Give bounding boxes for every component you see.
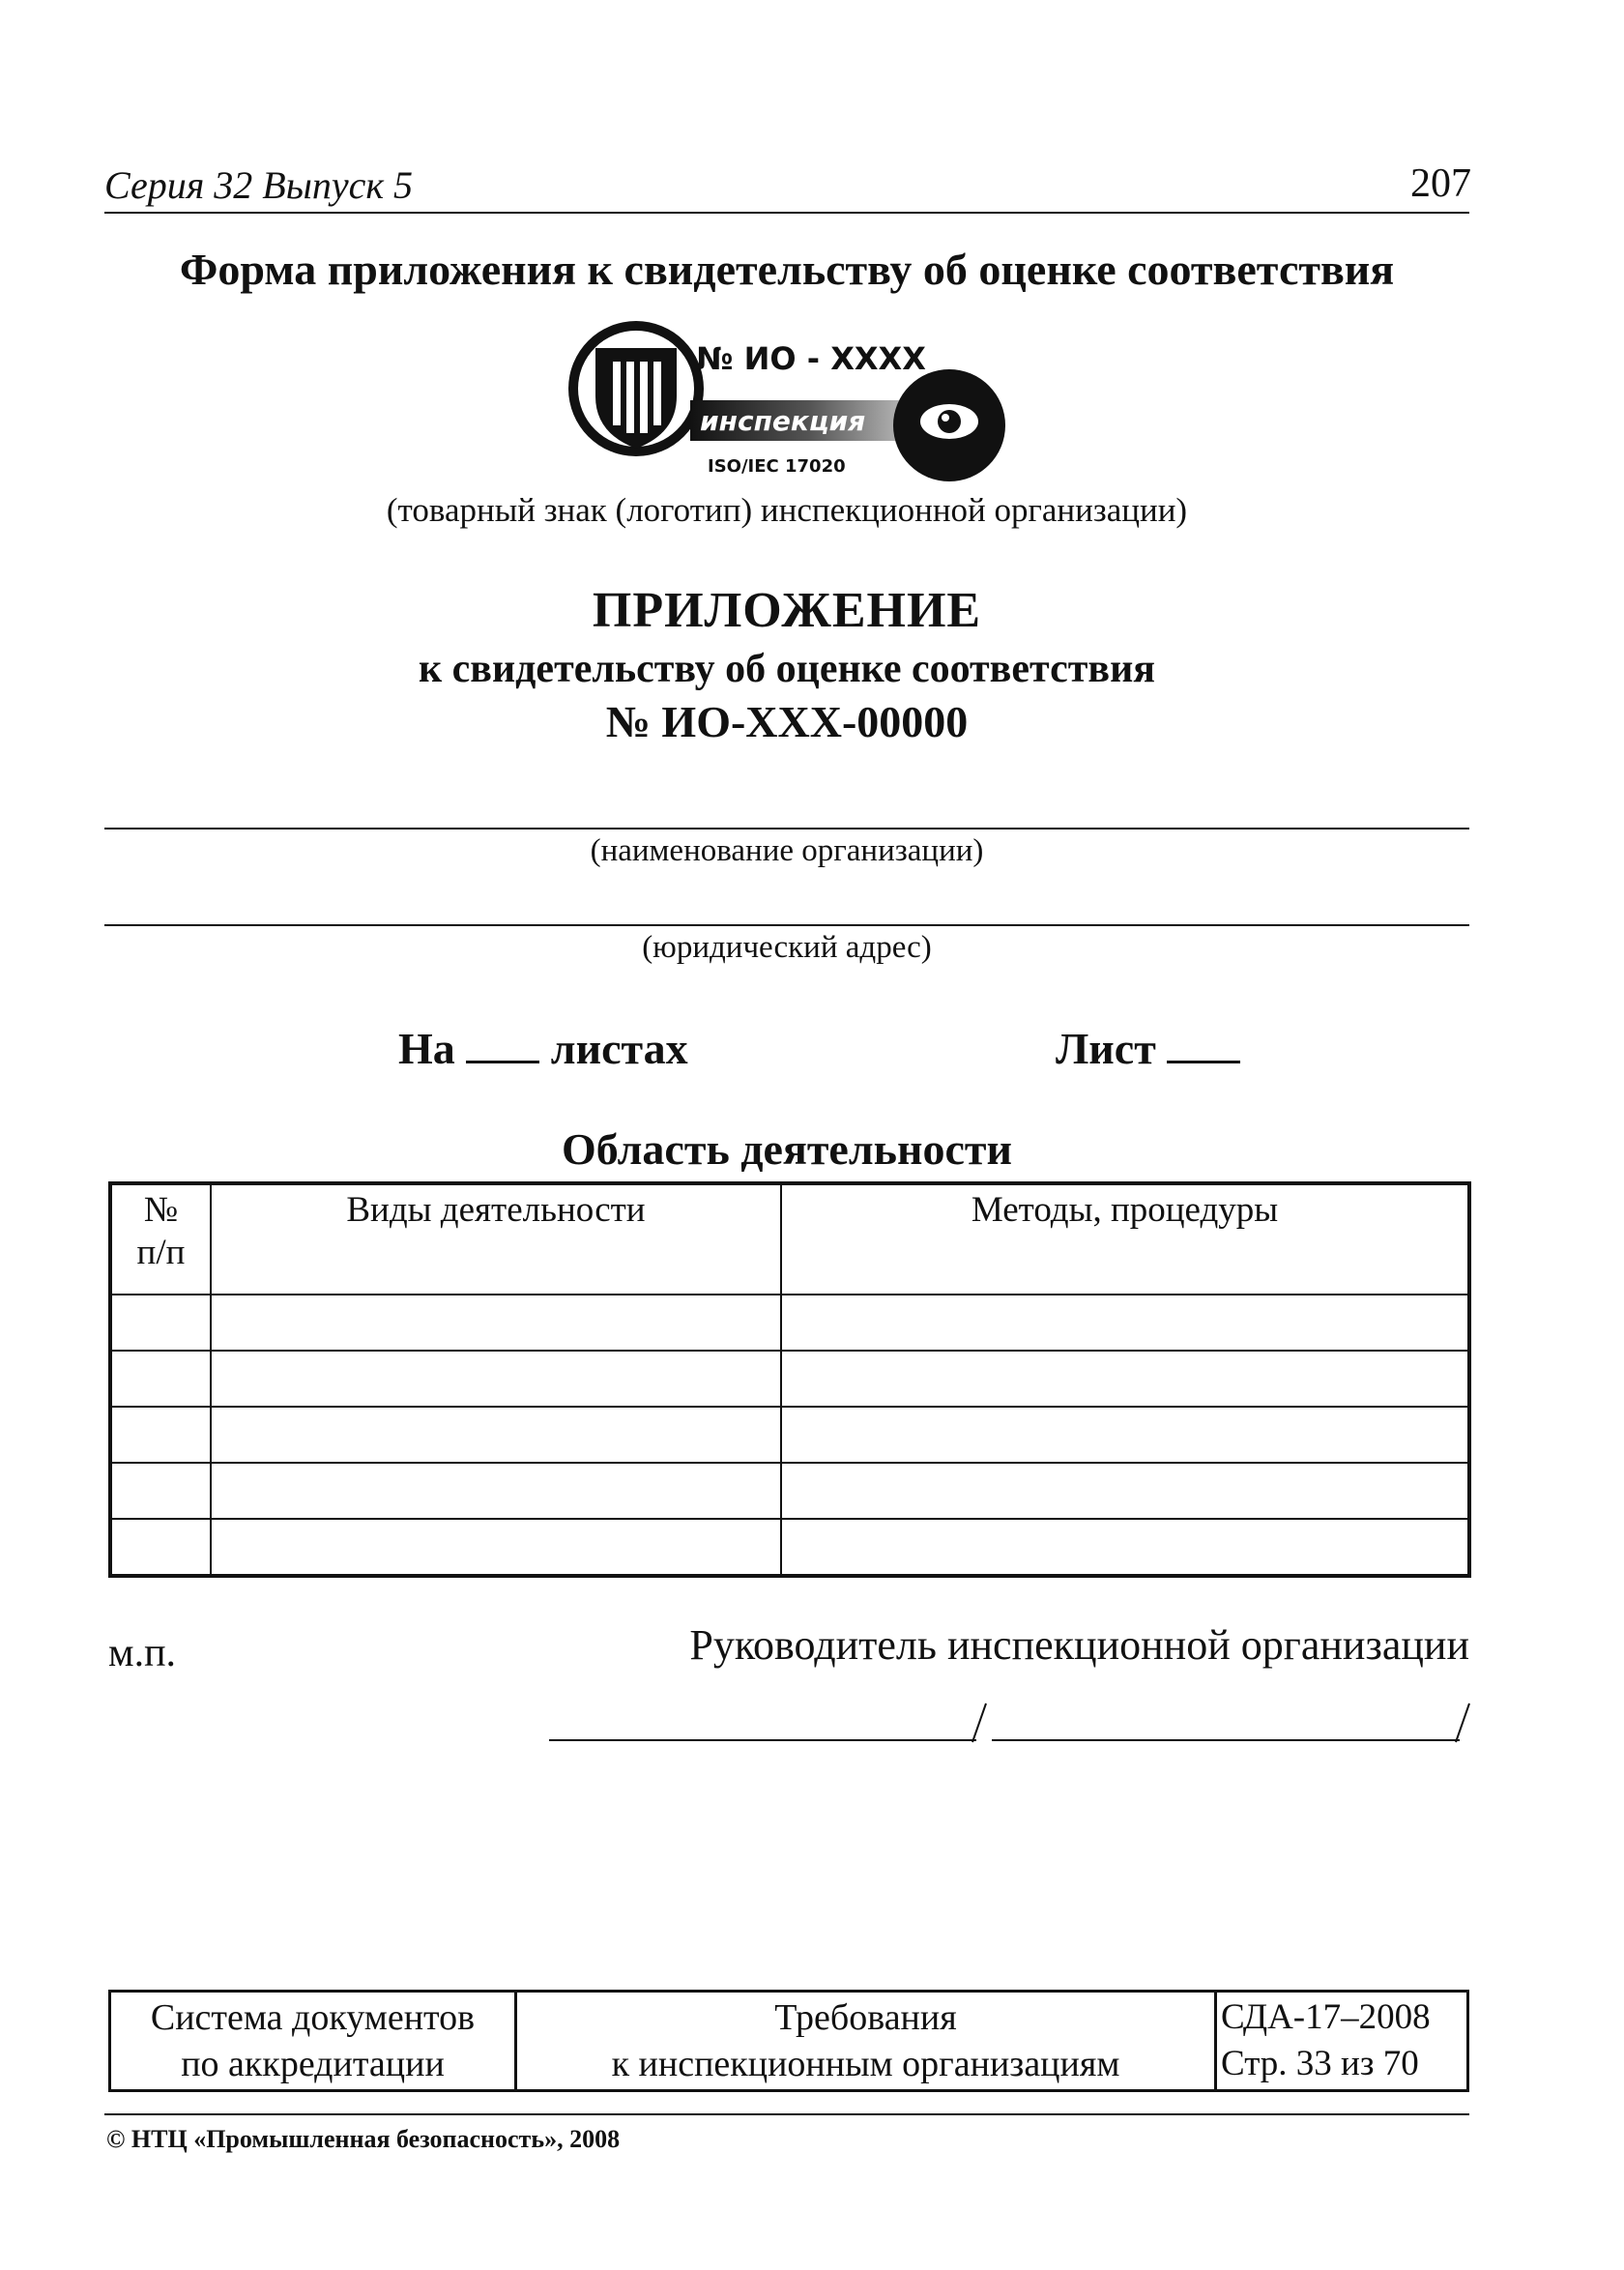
address-line[interactable] xyxy=(104,924,1469,926)
copyright: © НТЦ «Промышленная безопасность», 2008 xyxy=(106,2125,621,2153)
header-num: № п/п xyxy=(110,1183,211,1295)
logo-standard: ISO/IEC 17020 xyxy=(708,456,846,477)
scope-table xyxy=(108,1181,1471,1578)
footer-system-cell xyxy=(110,1992,516,2091)
header-methods: Методы, процедуры xyxy=(781,1183,1469,1295)
footer-doc-code: СДА-17–2008 xyxy=(1221,1997,1431,2037)
appendix-title: ПРИЛОЖЕНИЕ xyxy=(592,583,982,638)
table-cell[interactable] xyxy=(211,1295,781,1351)
footer-requirements-cell xyxy=(516,1992,1216,2091)
table-cell[interactable] xyxy=(781,1407,1469,1463)
logo-number: № ИО - XXXX xyxy=(696,340,926,377)
table-cell[interactable] xyxy=(211,1519,781,1576)
table-cell[interactable] xyxy=(110,1351,211,1407)
header-activities: Виды деятельности xyxy=(211,1183,781,1295)
table-row xyxy=(110,1295,1469,1351)
table-cell[interactable] xyxy=(110,1295,211,1351)
table-cell[interactable] xyxy=(781,1463,1469,1519)
address-caption: (юридический адрес) xyxy=(642,930,932,965)
table-row xyxy=(110,1463,1469,1519)
stamp-label: м.п. xyxy=(108,1631,177,1675)
header-rule xyxy=(104,212,1469,214)
sheets-count xyxy=(398,1023,688,1074)
footer-page-of: Стр. 33 из 70 xyxy=(1221,2044,1419,2083)
appendix-subtitle: к свидетельству об оценке соответствия xyxy=(418,647,1156,691)
sheet-number xyxy=(1056,1023,1240,1074)
table-cell[interactable] xyxy=(211,1351,781,1407)
series-label: Серия 32 Выпуск 5 xyxy=(104,163,414,207)
sheets-on-label: На xyxy=(398,1024,455,1073)
table-cell[interactable] xyxy=(110,1407,211,1463)
table-row xyxy=(110,1351,1469,1407)
table-cell[interactable] xyxy=(781,1351,1469,1407)
footer-doc-cell xyxy=(1216,1992,1468,2091)
footer-requirements-line1: Требования xyxy=(774,1997,957,2038)
logo-caption: (товарный знак (логотип) инспекционной организации) xyxy=(386,491,1188,529)
logo-word: инспекция xyxy=(700,405,866,437)
table-row xyxy=(110,1519,1469,1576)
org-name-caption: (наименование организации) xyxy=(590,833,984,868)
sheet-number-blank[interactable] xyxy=(1167,1026,1240,1063)
org-name-line[interactable] xyxy=(104,828,1469,829)
table-header-row xyxy=(110,1183,1469,1295)
page-number: 207 xyxy=(1410,161,1471,206)
sheet-label: Лист xyxy=(1056,1024,1156,1073)
footer-requirements-line2: к инспекционным организациям xyxy=(611,2044,1120,2084)
inspection-logo xyxy=(566,319,1015,483)
table-cell[interactable] xyxy=(781,1519,1469,1576)
table-cell[interactable] xyxy=(211,1407,781,1463)
footer-rule xyxy=(104,2113,1469,2115)
table-cell[interactable] xyxy=(211,1463,781,1519)
table-cell[interactable] xyxy=(781,1295,1469,1351)
table-cell[interactable] xyxy=(110,1519,211,1576)
scope-title: Область деятельности xyxy=(561,1124,1013,1174)
footer-system-line2: по аккредитации xyxy=(181,2044,445,2084)
sheets-count-blank[interactable] xyxy=(466,1026,539,1063)
table-row xyxy=(110,1407,1469,1463)
table-cell[interactable] xyxy=(110,1463,211,1519)
head-role-label: Руководитель инспекционной организации xyxy=(689,1621,1469,1669)
sheets-label: листах xyxy=(550,1024,688,1073)
footer-system-line1: Система документов xyxy=(150,1997,476,2038)
appendix-number: № ИО-XXX-00000 xyxy=(605,697,969,746)
form-title: Форма приложения к свидетельству об оценке соответствия xyxy=(179,245,1395,294)
signature-lines[interactable] xyxy=(549,1692,1477,1750)
footer-table xyxy=(108,1990,1469,2092)
